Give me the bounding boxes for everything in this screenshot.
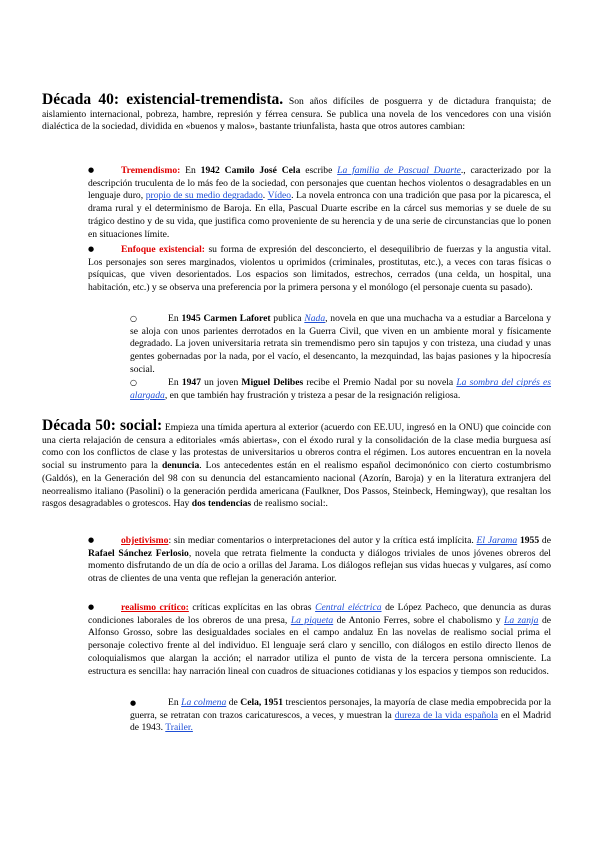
bullet-enfoque-existencial	[88, 243, 551, 295]
term-realismo-critico: realismo crítico:	[121, 602, 189, 613]
text: en el Madrid de 1943.	[130, 709, 552, 734]
section-50-heading: Década 50: social:	[42, 417, 163, 434]
sub-bullet-delibes	[130, 377, 551, 402]
text: recibe el Premio Nadal por su novela	[303, 377, 457, 388]
bullet-icon: ●	[88, 166, 95, 174]
book-link-nada[interactable]: Nada	[304, 313, 326, 324]
keyword-denuncia: denuncia	[161, 460, 200, 472]
bullet-icon: ●	[88, 245, 95, 253]
section-40-heading: Década 40: existencial-tremendista.	[42, 91, 284, 108]
text: , novela que retrata fielmente la conducta y diálogos triviales de unos jóvenes obreros del momento disfrutando de un día de ocio a orillas del Jarama. Los diálogos reflejan sus vidas huecas y vulgares, así como otras de clientes de una venta que reflejan la generación anterior.	[88, 547, 551, 585]
link-medio-degradado[interactable]: propio de su medio degradado	[145, 190, 263, 202]
text: críticas explícitas en las obras	[188, 602, 316, 613]
text: En	[168, 377, 182, 388]
book-link-la-zanja[interactable]: La zanja	[504, 614, 539, 626]
link-video[interactable]: Vídeo	[267, 190, 292, 202]
bullet-realismo-critico	[88, 601, 551, 678]
year: 1945	[181, 313, 201, 324]
book-link-central-electrica[interactable]: Central eléctrica	[315, 602, 382, 613]
term-enfoque-existencial: Enfoque existencial:	[121, 244, 205, 255]
bullet-tremendismo	[88, 164, 551, 241]
bullet-icon: ●	[88, 536, 95, 544]
text: En	[168, 697, 182, 708]
text: de	[226, 697, 241, 708]
section-40-intro	[42, 91, 551, 134]
text: escribe	[300, 165, 338, 176]
book-link-la-piqueta[interactable]: La piqueta	[290, 614, 334, 626]
text: En	[168, 313, 182, 324]
bullet-icon: ●	[88, 603, 95, 611]
book-link-pascual-duarte[interactable]: La familia de Pascual Duarte	[337, 165, 461, 176]
sub-bullet-nada	[130, 313, 551, 377]
book-link-el-jarama[interactable]: El Jarama	[476, 535, 518, 546]
author-name: Miguel Delibes	[241, 377, 304, 388]
text: un joven	[201, 377, 242, 388]
link-trailer[interactable]: Trailer.	[165, 722, 193, 734]
circle-bullet-icon: ○	[130, 378, 137, 387]
text: En	[180, 165, 201, 176]
text: , en que también hay frustración y tristeza a pesar de la resignación religiosa.	[164, 389, 461, 401]
year: 1955	[519, 535, 540, 546]
text: . La novela entronca con una tradición que pasa por la picaresca, el drama rural y el determinismo de Baroja. En ella, Pascual Duarte escribe en la cárcel sus memorias y se duele de su trágico destino y de su vida, que justifica como proveniente de su herencia y de una serie de circunstancias que lo ponen en situaciones límite.	[88, 190, 551, 240]
text: de Alfonso Grosso, sobre las desigualdades sociales en el campo andaluz En las novelas de realismo social prima el personaje colectivo frente al del individuo. El lenguaje será claro y sencillo, con diálogos en estilo directo llenos de coloquialismos que alargan la acción; el narrador utiliza el punto de vista de la tercera persona omnisciente. La estructura es sencilla: hay narración lineal con cuadros de situaciones cotidianas y los espacios y tiempos son reducidos.	[88, 614, 551, 677]
text: Empieza una tímida apertura al exterior (acuerdo con EE.UU, ingresó en la ONU) que coincide con una cierta relajación de censura a editoriales «más abiertas», con el éxodo rural y la consolidación de la clase media burguesa así como con los conflictos de clase y las protestas de universitarios u obreros contra el régimen. Los autores encuentran en la novela social su instrumento para la	[42, 422, 552, 472]
term-objetivismo: objetivismo	[121, 535, 169, 546]
text: .	[262, 190, 268, 202]
text: de Antonio Ferres, sobre el chabolismo y	[333, 614, 505, 626]
author-name: Cela, 1951	[240, 697, 283, 708]
text: : sin mediar comentarios o interpretaciones del autor y la crítica está implícita.	[168, 535, 477, 546]
text: de López Pacheco, que denuncia as duras condiciones laborales de los obreros de una presa,	[88, 602, 552, 626]
circle-bullet-icon: ○	[130, 314, 137, 323]
section-40-text: Son años difíciles de posguerra y de dictadura franquista; de aislamiento internacional, pobreza, hambre, represión y férrea censura. Se publica una novela de los vencedores con una visión dialéctica de la sociedad, dividida en «buenos y malos», bastante triunfalista, hasta que otros autores cambian:	[42, 96, 551, 133]
term-tremendismo: Tremendismo:	[121, 165, 181, 176]
keyword-dos-tendencias: dos tendencias	[191, 498, 252, 510]
book-link-la-sombra-del-cipres[interactable]: La sombra del ciprés es alargada	[130, 377, 552, 401]
year: 1947	[181, 377, 202, 388]
bullet-objetivismo	[88, 534, 551, 586]
text: trescientos personajes, la mayoría de clase media empobrecida por la guerra, se retratan con trazos caricaturescos, a veces, y muestran la	[130, 697, 551, 721]
sub-bullet-la-colmena	[130, 697, 551, 735]
section-50-intro	[42, 417, 552, 511]
author-name: Carmen Laforet	[203, 313, 271, 324]
book-link-la-colmena[interactable]: La colmena	[181, 697, 227, 708]
text: de	[539, 535, 551, 546]
text: su forma de expresión del desconcierto, el desequilibrio de fuerzas y la angustia vital. Los personajes son seres marginados, violentos u oprimidos (criminales, prostitutas, etc.), a veces con taras físicas o psíquicas, que viven desorientados. Los espacios son limitados, estrechos, cerrados (una celda, un hospital, una habitación, etc.) y se observa una preferencia por la primera persona y el monólogo (el personaje cuenta su pasado).	[88, 244, 551, 294]
link-dureza-vida-espanola[interactable]: dureza de la vida española	[394, 709, 499, 721]
text: publica	[270, 313, 305, 324]
text: ., caracterizado por la descripción truculenta de lo más feo de la sociedad, con personajes que cuentan hechos violentos o desagradables en un lenguaje duro,	[88, 165, 551, 202]
year: 1942	[200, 165, 220, 176]
text: , novela en que una muchacha va a estudiar a Barcelona y se aloja con unos parientes derrotados en la Guerra Civil, que viven en un ambiente moral y físicamente degradado. La joven universitaria retrata sin tremendismo pero sin tapujos y con tristeza, una ciudad y unas gentes gobernadas por la nada, por el vacío, el desencanto, la mezquindad, las bajas pasiones y la hipocresía social.	[130, 313, 551, 375]
author-name: Rafael Sánchez Ferlosio	[88, 547, 189, 559]
author-name: Camilo José Cela	[224, 165, 301, 176]
bullet-icon: ●	[130, 699, 137, 707]
text: de realismo social:.	[251, 498, 328, 510]
text: . Los antecedentes están en el realismo español decimonónico con cierto costumbrismo (Galdós), en la Generación del 98 con su denuncia del estancamiento nacional (Azorín, Baroja) y en la literatura extranjera del neorrealismo italiano (Pasolini) o la generación perdida americana (Faulkner, Dos Passos, Steinbeck, Hemingway), que resaltan los rasgos desagradables o grotescos. Hay	[42, 460, 551, 510]
